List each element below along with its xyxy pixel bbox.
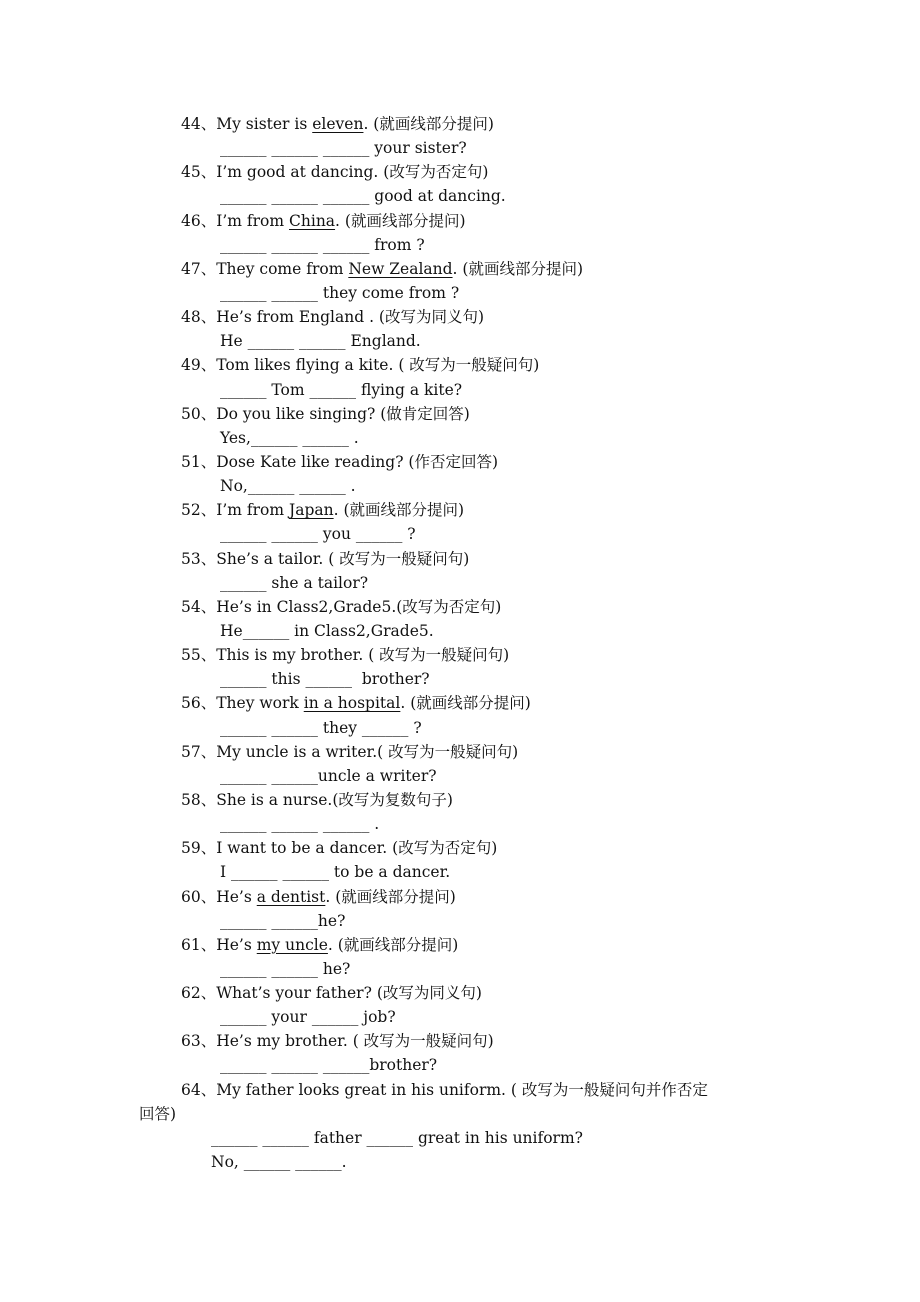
worksheet [0,112,920,1174]
question: 64、My father looks great in his uniform. ( 改写为一般疑问句并作否定 [181,1080,708,1099]
question: 52、I’m from Japan. (就画线部分提问) [181,501,465,520]
exercise-50 [0,402,920,450]
answer-blanks: ______ she a tailor? [220,573,369,592]
question: 46、I’m from China. (就画线部分提问) [181,211,466,230]
exercise-54 [0,595,920,643]
answer-blanks: ______ ______ father ______ great in his uniform? [211,1128,583,1147]
answer-blanks: ______ ______ they ______ ? [220,718,422,737]
question: 48、He’s from England . (改写为同义句) [181,308,485,327]
answer-blanks: I ______ ______ to be a dancer. [220,863,451,882]
exercise-58 [0,788,920,836]
answer-blanks: ______ ______ you ______ ? [220,525,416,544]
exercise-44 [0,112,920,160]
exercise-45 [0,160,920,208]
exercise-59 [0,836,920,884]
exercise-61 [0,933,920,981]
underlined-phrase: China [289,211,336,230]
underlined-phrase: my uncle [256,935,328,954]
answer-blanks: ______ ______ ______ your sister? [220,139,467,158]
exercise-62 [0,981,920,1029]
answer-blanks: Yes,______ ______ . [220,428,359,447]
exercise-52 [0,498,920,546]
exercise-60 [0,885,920,933]
answer-blanks: ______ ______ ______ . [220,815,380,834]
answer-blanks: ______ ______uncle a writer? [220,766,437,785]
underlined-phrase: New Zealand [348,259,453,278]
question: 54、He’s in Class2,Grade5.(改写为否定句) [181,597,502,616]
exercise-55 [0,643,920,691]
question: 49、Tom likes flying a kite. ( 改写为一般疑问句) [181,356,540,375]
question-continuation: 回答) [139,1104,177,1123]
question: 53、She’s a tailor. ( 改写为一般疑问句) [181,549,470,568]
answer-blanks: ______ ______ ______ from ? [220,235,425,254]
exercise-47 [0,257,920,305]
exercise-49 [0,353,920,401]
underlined-phrase: a dentist [256,887,326,906]
answer-blanks: ______ ______ he? [220,959,351,978]
question: 45、I’m good at dancing. (改写为否定句) [181,163,489,182]
underlined-phrase: Japan [289,501,334,520]
question: 44、My sister is eleven. (就画线部分提问) [181,115,494,133]
question: 62、What’s your father? (改写为同义句) [181,984,482,1003]
question: 57、My uncle is a writer.( 改写为一般疑问句) [181,742,519,761]
answer-blanks: ______ your ______ job? [220,1008,396,1027]
answer-blanks: He______ in Class2,Grade5. [220,621,434,640]
question: 61、He’s my uncle. (就画线部分提问) [181,935,459,954]
answer-blanks: ______ ______ ______ good at dancing. [220,187,506,206]
question: 55、This is my brother. ( 改写为一般疑问句) [181,646,510,665]
answer-blanks: No, ______ ______. [211,1153,347,1172]
answer-blanks: ______ this ______ brother? [220,670,430,689]
exercise-51 [0,450,920,498]
exercise-53 [0,547,920,595]
answer-blanks: ______ ______he? [220,911,346,930]
answer-blanks: ______ ______ they come from ? [220,283,460,302]
answer-blanks: ______ Tom ______ flying a kite? [220,380,463,399]
exercise-64 [0,1078,920,1175]
question: 60、He’s a dentist. (就画线部分提问) [181,887,456,906]
exercise-56 [0,691,920,739]
underlined-phrase: in a hospital [303,694,401,713]
question: 56、They work in a hospital. (就画线部分提问) [181,694,531,713]
question: 58、She is a nurse.(改写为复数句子) [181,790,453,809]
exercise-48 [0,305,920,353]
question: 50、Do you like singing? (做肯定回答) [181,404,470,423]
answer-blanks: ______ ______ ______brother? [220,1056,438,1075]
answer-blanks: No,______ ______ . [220,477,356,496]
question: 51、Dose Kate like reading? (作否定回答) [181,452,499,471]
exercise-57 [0,740,920,788]
question: 59、I want to be a dancer. (改写为否定句) [181,839,498,858]
question: 63、He’s my brother. ( 改写为一般疑问句) [181,1032,494,1051]
question: 47、They come from New Zealand. (就画线部分提问) [181,259,583,278]
exercise-46 [0,209,920,257]
exercise-63 [0,1029,920,1077]
underlined-phrase: eleven [312,115,364,133]
answer-blanks: He ______ ______ England. [220,332,421,351]
